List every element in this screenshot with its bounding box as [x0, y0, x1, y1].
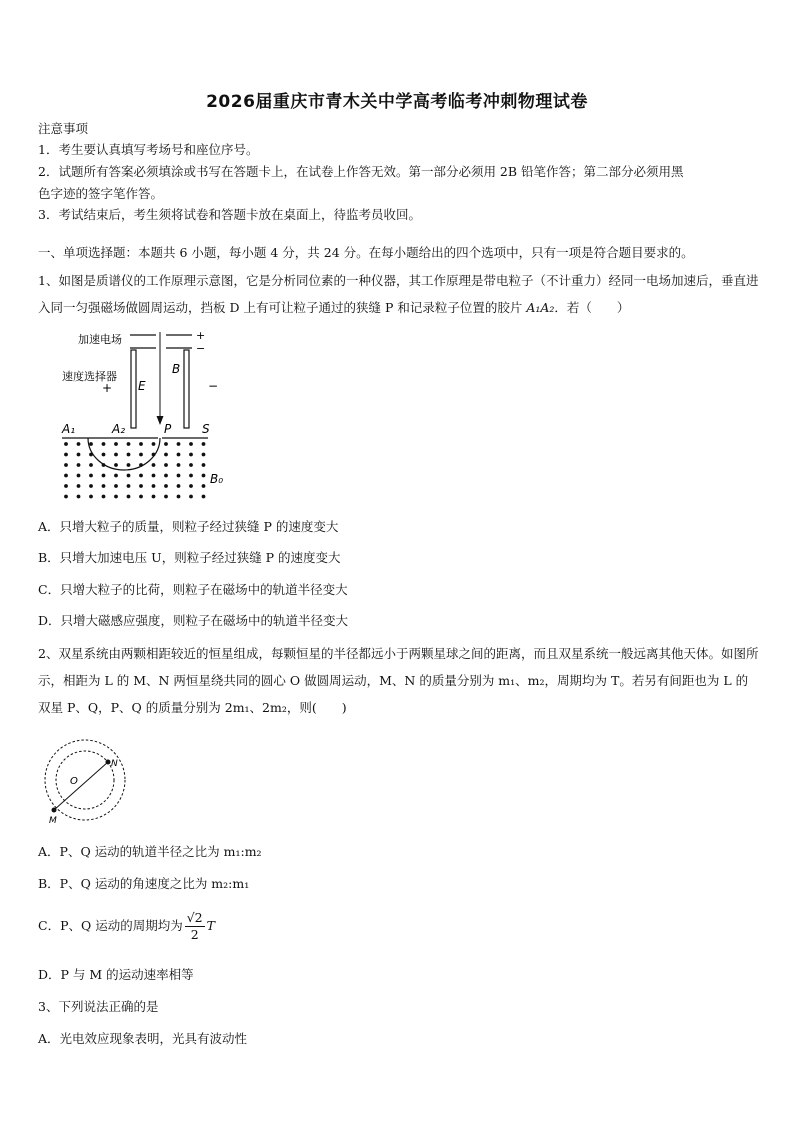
field-dot — [89, 474, 93, 478]
field-dot — [102, 495, 106, 499]
field-dot — [127, 484, 131, 488]
field-dot — [189, 474, 193, 478]
field-dot — [114, 442, 118, 446]
field-dot — [189, 495, 193, 499]
q1-stem-text: 1、如图是质谱仪的工作原理示意图，它是分析同位素的一种仪器，其工作原理是带电粒子（不计重力）经同一电场加速后，垂直进入同一匀强磁场做圆周运动，挡板 D 上有可让粒子通过的狭缝 P 和记录粒子位置的胶片 — [38, 273, 759, 315]
field-dot — [139, 484, 143, 488]
field-dot — [152, 484, 156, 488]
field-dot — [202, 463, 206, 467]
field-dot — [139, 463, 143, 467]
field-dot — [189, 442, 193, 446]
magnetic-field-dots — [64, 442, 205, 498]
field-dot — [152, 474, 156, 478]
field-dot — [114, 495, 118, 499]
field-dot — [64, 442, 68, 446]
field-dot — [77, 474, 81, 478]
field-dot — [127, 495, 131, 499]
field-dot — [152, 463, 156, 467]
field-dot — [89, 442, 93, 446]
fraction-numerator: √2 — [186, 910, 203, 925]
label-minus-right: − — [208, 379, 219, 393]
field-dot — [164, 474, 168, 478]
field-dot — [127, 453, 131, 457]
label-A1: A₁ — [62, 422, 76, 436]
label-B: B — [172, 362, 181, 376]
field-dot — [177, 474, 181, 478]
field-dot — [139, 474, 143, 478]
label-plus-left: + — [102, 381, 113, 395]
field-dot — [77, 453, 81, 457]
fraction-denominator: 2 — [190, 927, 199, 942]
field-dot — [77, 442, 81, 446]
field-dot — [164, 463, 168, 467]
q3-option-a: A．光电效应现象表明，光具有波动性 — [38, 1031, 248, 1046]
question-1-stem — [38, 267, 760, 321]
particle-trajectory — [88, 438, 160, 470]
field-dot — [189, 484, 193, 488]
field-dot — [64, 453, 68, 457]
note-item: 3．考试结束后，考生须将试卷和答题卡放在桌面上，待监考员收回。 — [38, 207, 421, 222]
label-A2: A₂ — [112, 422, 126, 436]
q1-option-d: D．只增大磁感应强度，则粒子在磁场中的轨道半径变大 — [38, 613, 349, 628]
path-arrow — [157, 416, 164, 425]
field-dot — [102, 442, 106, 446]
field-dot — [202, 442, 206, 446]
q1-stem-symbol: A₁A₂ — [526, 300, 555, 315]
section-heading: 一、单项选择题：本题共 6 小题，每小题 4 分，共 24 分。在每小题给出的四个选项中，只有一项是符合题目要求的。 — [38, 245, 694, 260]
field-dot — [164, 453, 168, 457]
label-S: S — [202, 422, 210, 436]
field-dot — [164, 495, 168, 499]
field-dot — [177, 442, 181, 446]
q2-option-d: D．P 与 M 的运动速率相等 — [38, 967, 194, 982]
q1-option-b: B．只增大加速电压 U，则粒子经过狭缝 P 的速度变大 — [38, 550, 341, 565]
fraction-sqrt2-over-2 — [185, 910, 205, 943]
field-dot — [102, 463, 106, 467]
selector-plate-right — [184, 350, 189, 428]
field-dot — [77, 463, 81, 467]
field-dot — [127, 463, 131, 467]
field-dot — [102, 484, 106, 488]
field-dot — [152, 495, 156, 499]
label-accel-field: 加速电场 — [78, 333, 122, 346]
q2-option-b: B．P、Q 运动的角速度之比为 m₂:m₁ — [38, 876, 250, 891]
selector-plate-left — [131, 350, 136, 428]
notes-heading: 注意事项 — [38, 121, 89, 136]
star-connector — [54, 762, 108, 810]
label-plus-top: + — [196, 329, 206, 342]
field-dot — [177, 463, 181, 467]
q2-option-a: A．P、Q 运动的轨道半径之比为 m₁:m₂ — [38, 844, 262, 859]
field-dot — [152, 453, 156, 457]
q1-stem-tail: ．若（ ） — [554, 300, 630, 315]
question-2-stem: 2、双星系统由两颗相距较近的恒星组成，每颗恒星的半径都远小于两颗星球之间的距离，而且双星系统一般远离其他天体。如图所示，相距为 L 的 M、N 两恒星绕共同的圆心 O 做圆周运动，M、N 的质量分别为 m₁、m₂，周期均为 T。若另有间距也为 L 的双星 P、Q，P、Q 的质量分别为 2m₁、2m₂，则( ) — [38, 646, 759, 715]
field-dot — [164, 484, 168, 488]
field-dot — [64, 484, 68, 488]
field-dot — [139, 453, 143, 457]
q2-option-c-suffix: T — [206, 918, 215, 933]
q1-option-a: A．只增大粒子的质量，则粒子经过狭缝 P 的速度变大 — [38, 519, 339, 534]
field-dot — [164, 442, 168, 446]
note-item: 1．考生要认真填写考场号和座位序号。 — [38, 142, 259, 157]
field-dot — [127, 474, 131, 478]
field-dot — [102, 474, 106, 478]
field-dot — [189, 453, 193, 457]
star-N — [106, 760, 111, 765]
label-minus-top: − — [196, 342, 206, 355]
field-dot — [139, 495, 143, 499]
q2-option-c — [38, 910, 215, 943]
field-dot — [114, 484, 118, 488]
field-dot — [202, 474, 206, 478]
note-item: 2．试题所有答案必须填涂或书写在答题卡上，在试卷上作答无效。第一部分必须用 2B 铅笔作答；第二部分必须用黑 — [38, 164, 684, 179]
field-dot — [102, 453, 106, 457]
field-dot — [89, 495, 93, 499]
field-dot — [202, 495, 206, 499]
field-dot — [202, 453, 206, 457]
label-M: M — [49, 816, 57, 826]
field-dot — [89, 484, 93, 488]
field-dot — [114, 453, 118, 457]
field-dot — [77, 484, 81, 488]
field-dot — [189, 463, 193, 467]
note-item: 色字迹的签字笔作答。 — [38, 186, 164, 201]
field-dot — [89, 463, 93, 467]
field-dot — [64, 474, 68, 478]
q1-option-c: C．只增大粒子的比荷，则粒子在磁场中的轨道半径变大 — [38, 582, 348, 597]
q2-option-c-prefix: C．P、Q 运动的周期均为 — [38, 918, 183, 933]
field-dot — [202, 484, 206, 488]
label-N: N — [111, 759, 118, 769]
field-dot — [177, 495, 181, 499]
field-dot — [127, 442, 131, 446]
field-dot — [89, 453, 93, 457]
mass-spectrometer-figure — [56, 328, 246, 503]
star-M — [52, 808, 57, 813]
label-O: O — [70, 776, 78, 787]
field-dot — [64, 463, 68, 467]
field-dot — [177, 453, 181, 457]
field-dot — [114, 474, 118, 478]
question-3-stem: 3、下列说法正确的是 — [38, 999, 159, 1014]
field-dot — [177, 484, 181, 488]
field-dot — [64, 495, 68, 499]
label-E: E — [138, 379, 146, 393]
binary-star-figure — [40, 738, 130, 828]
label-B0: B₀ — [210, 472, 224, 486]
field-dot — [77, 495, 81, 499]
field-dot — [139, 442, 143, 446]
label-P: P — [164, 422, 172, 436]
page-title: 2026届重庆市青木关中学高考临考冲刺物理试卷 — [206, 92, 588, 112]
field-dot — [152, 442, 156, 446]
field-dot — [114, 463, 118, 467]
label-velocity-selector: 速度选择器 — [62, 370, 117, 383]
